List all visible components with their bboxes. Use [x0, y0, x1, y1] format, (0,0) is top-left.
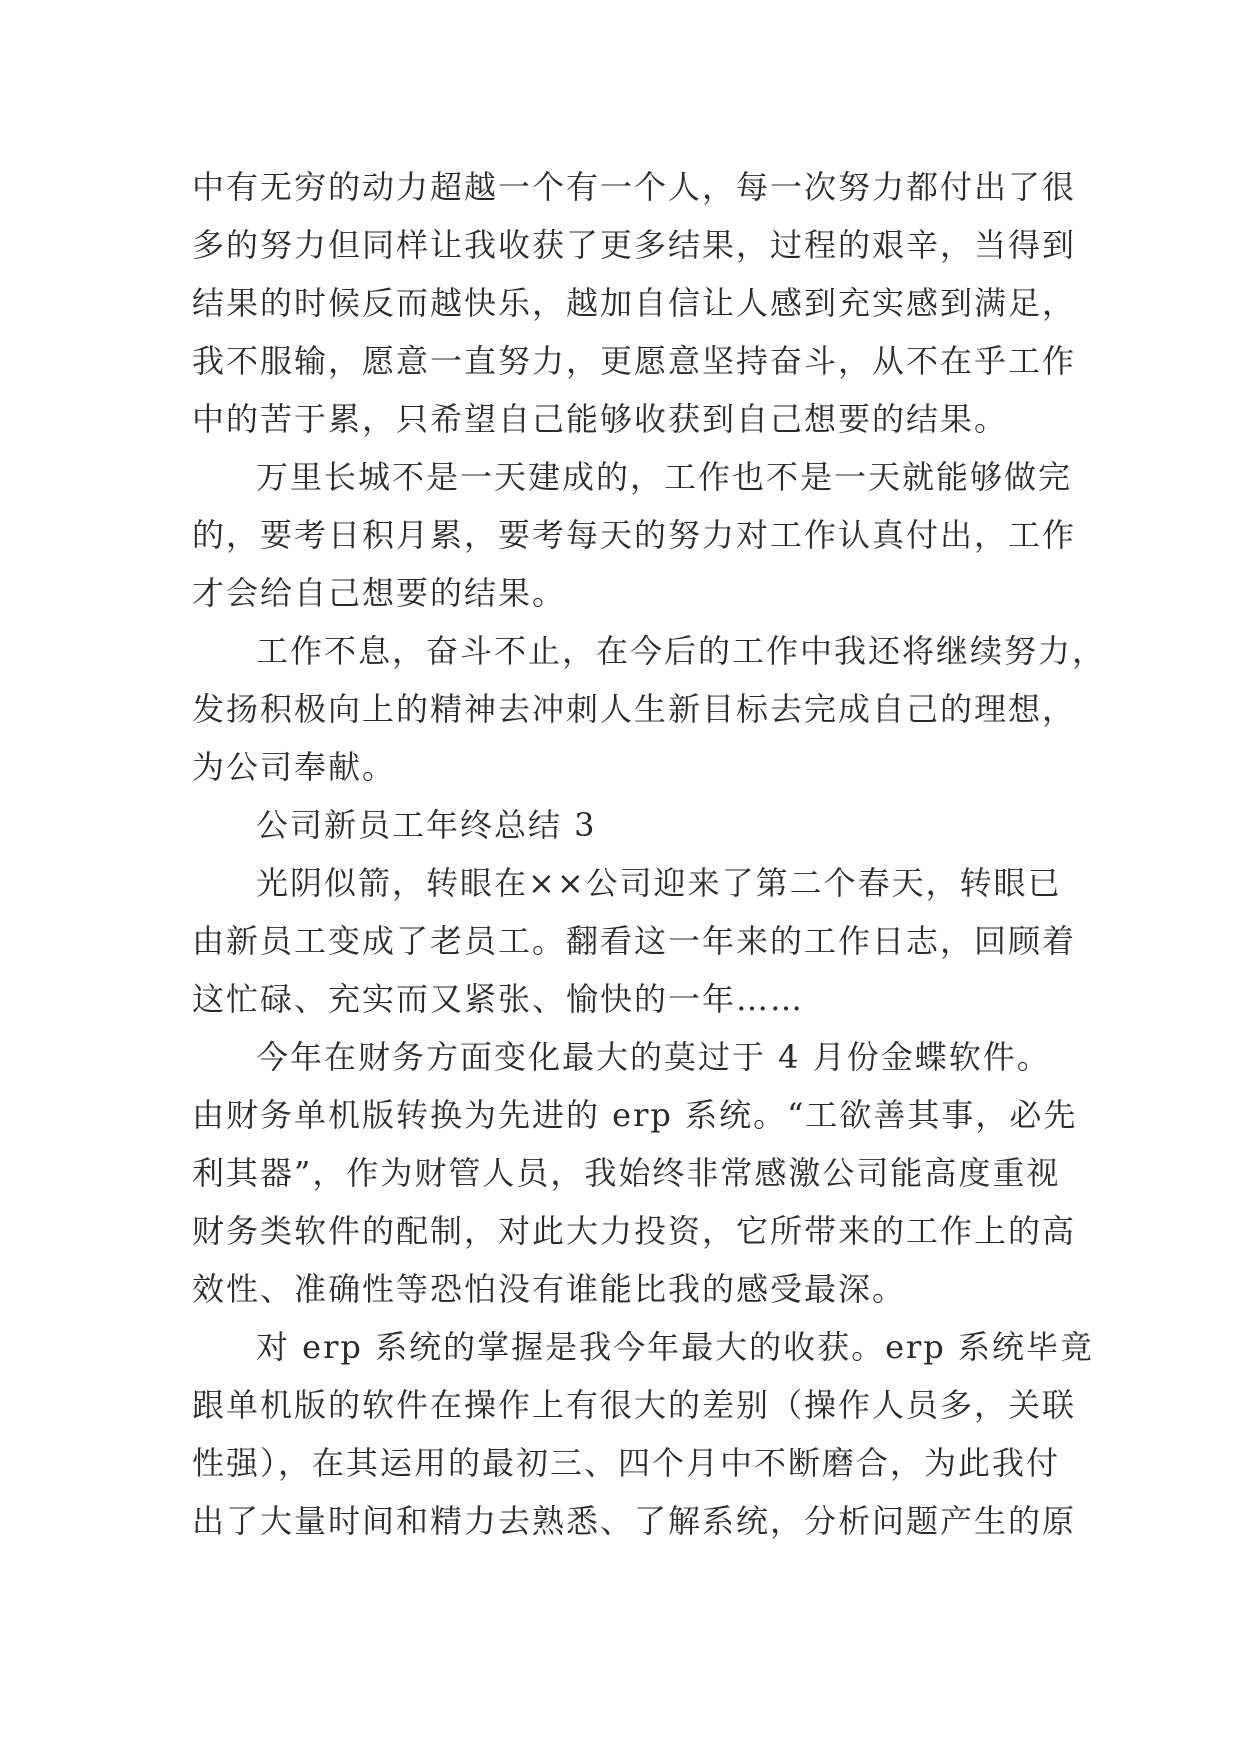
text-line: 万里长城不是一天建成的，工作也不是一天就能够做完	[256, 458, 1073, 496]
text-line: 中有无穷的动力超越一个有一个人，每一次努力都付出了很	[192, 168, 1077, 206]
text-line: 利其器”，作为财管人员，我始终非常感激公司能高度重视	[192, 1154, 1061, 1192]
text-line: 由财务单机版转换为先进的 erp 系统。“工欲善其事，必先	[192, 1096, 1078, 1134]
paragraph-4	[192, 854, 1077, 1028]
section-heading	[192, 796, 1062, 854]
text-line: 才会给自己想要的结果。	[192, 574, 567, 612]
text-line: 跟单机版的软件在操作上有很大的差别（操作人员多，关联	[192, 1386, 1077, 1424]
paragraph-5	[192, 1028, 1078, 1318]
text-line: 多的努力但同样让我收获了更多结果，过程的艰辛，当得到	[192, 226, 1077, 264]
text-line: 光阴似箭，转眼在××公司迎来了第二个春天，转眼已	[256, 864, 1062, 902]
text-line: 结果的时候反而越快乐，越加自信让人感到充实感到满足，	[192, 284, 1077, 322]
text-line: 今年在财务方面变化最大的莫过于 4 月份金蝶软件。	[256, 1038, 1051, 1076]
text-line: 中的苦于累，只希望自己能够收获到自己想要的结果。	[192, 400, 1009, 438]
text-line: 效性、准确性等恐怕没有谁能比我的感受最深。	[192, 1270, 907, 1308]
text-line: 的，要考日积月累，要考每天的努力对工作认真付出，工作	[192, 516, 1077, 554]
document-body	[192, 158, 1107, 1550]
section-heading-text: 公司新员工年终总结 3	[256, 806, 597, 844]
text-line: 工作不息，奋斗不止，在今后的工作中我还将继续努力，	[256, 632, 1107, 670]
paragraph-6	[192, 1318, 1094, 1550]
text-line: 为公司奉献。	[192, 748, 397, 786]
text-line: 出了大量时间和精力去熟悉、了解系统，分析问题产生的原	[192, 1502, 1077, 1540]
text-line: 发扬积极向上的精神去冲刺人生新目标去完成自己的理想，	[192, 690, 1077, 728]
paragraph-2	[192, 448, 1077, 622]
text-line: 我不服输，愿意一直努力，更愿意坚持奋斗，从不在乎工作	[192, 342, 1077, 380]
text-line: 由新员工变成了老员工。翻看这一年来的工作日志，回顾着	[192, 922, 1077, 960]
paragraph-1	[192, 158, 1077, 448]
paragraph-3	[192, 622, 1107, 796]
text-line: 对 erp 系统的掌握是我今年最大的收获。erp 系统毕竟	[256, 1328, 1094, 1366]
text-line: 这忙碌、充实而又紧张、愉快的一年……	[192, 980, 805, 1018]
text-line: 财务类软件的配制，对此大力投资，它所带来的工作上的高	[192, 1212, 1077, 1250]
text-line: 性强），在其运用的最初三、四个月中不断磨合，为此我付	[192, 1444, 1061, 1482]
